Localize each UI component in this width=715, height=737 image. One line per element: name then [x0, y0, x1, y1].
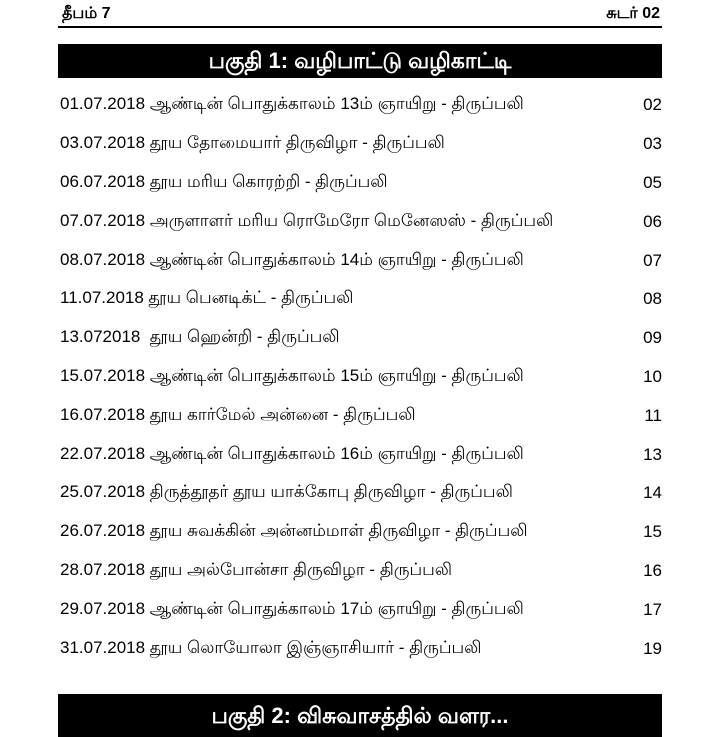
toc-page-number: 07 — [643, 250, 662, 270]
toc-entry-text: 29.07.2018 ஆண்டின் பொதுக்காலம் 17ம் ஞாயிறு - திருப்பலி — [60, 598, 524, 618]
header-rule — [58, 26, 662, 28]
toc-row — [58, 590, 662, 629]
publication-title: தீபம் 7 — [62, 5, 111, 22]
toc-entry-text: 26.07.2018 தூய சுவக்கின் அன்னம்மாள் திருவிழா - திருப்பலி — [60, 521, 528, 541]
toc-row — [58, 319, 662, 358]
toc-entry-text: 08.07.2018 ஆண்டின் பொதுக்காலம் 14ம் ஞாயிறு - திருப்பலி — [60, 249, 524, 269]
section-banner-1 — [58, 44, 662, 78]
toc-page-number: 06 — [643, 211, 662, 231]
toc-entry-text: 06.07.2018 தூய மரிய கொரற்றி - திருப்பலி — [60, 171, 388, 191]
toc-row — [58, 358, 662, 397]
toc-entry-text: 03.07.2018 தூய தோமையார் திருவிழா - திருப்பலி — [60, 133, 445, 153]
toc-row — [58, 86, 662, 125]
section-title-1: பகுதி 1: வழிபாட்டு வழிகாட்டி — [208, 48, 512, 73]
toc-page-number: 14 — [643, 483, 662, 503]
toc-row — [58, 241, 662, 280]
toc-entry-text: 15.07.2018 ஆண்டின் பொதுக்காலம் 15ம் ஞாயிறு - திருப்பலி — [60, 365, 524, 385]
toc-entry-text: 13.072018 தூய ஹென்றி - திருப்பலி — [60, 327, 340, 347]
toc-page-number: 16 — [643, 560, 662, 580]
toc-page-number: 15 — [643, 522, 662, 542]
toc-entry-text: 22.07.2018 ஆண்டின் பொதுக்காலம் 16ம் ஞாயிறு - திருப்பலி — [60, 443, 524, 463]
toc-row — [58, 629, 662, 668]
toc-page-number: 10 — [643, 366, 662, 386]
toc-entry-text: 28.07.2018 தூய அல்போன்சா திருவிழா - திருப்பலி — [60, 559, 453, 579]
toc-page-number: 08 — [643, 289, 662, 309]
toc-page-number: 11 — [644, 405, 662, 425]
toc-entry-text: 11.07.2018 தூய பெனடிக்ட் - திருப்பலி — [60, 288, 354, 308]
toc-entry-text: 07.07.2018 அருளாளர் மரிய ரொமேரோ மெனேஸஸ் - திருப்பலி — [60, 210, 554, 230]
toc-row — [58, 125, 662, 164]
toc-page-number: 19 — [643, 638, 662, 658]
toc-page-number: 02 — [643, 95, 662, 115]
toc-row — [58, 552, 662, 591]
toc-row — [58, 202, 662, 241]
toc-row — [58, 435, 662, 474]
toc-entry-text: 16.07.2018 தூய கார்மேல் அன்னை - திருப்பலி — [60, 404, 416, 424]
toc-entry-text: 01.07.2018 ஆண்டின் பொதுக்காலம் 13ம் ஞாயிறு - திருப்பலி — [60, 94, 524, 114]
toc-row — [58, 513, 662, 552]
section-title-2: பகுதி 2: விசுவாசத்தில் வளர... — [211, 702, 509, 728]
toc-page-number: 13 — [643, 444, 662, 464]
toc-page-number: 05 — [643, 172, 662, 192]
toc-entry-text: 25.07.2018 திருத்தூதர் தூய யாக்கோபு திருவிழா - திருப்பலி — [60, 482, 513, 502]
toc-page-number: 03 — [643, 134, 662, 154]
toc-entry-text: 31.07.2018 தூய லொயோலா இஞ்ஞாசியார் - திருப்பலி — [60, 637, 482, 657]
toc-page-number: 09 — [643, 328, 662, 348]
toc-page-number: 17 — [643, 599, 662, 619]
toc-row — [58, 280, 662, 319]
section-banner-2 — [58, 694, 662, 737]
issue-label: சுடர் 02 — [606, 5, 660, 22]
toc-row — [58, 474, 662, 513]
toc-row — [58, 396, 662, 435]
toc-row — [58, 164, 662, 203]
toc-list — [58, 86, 662, 668]
